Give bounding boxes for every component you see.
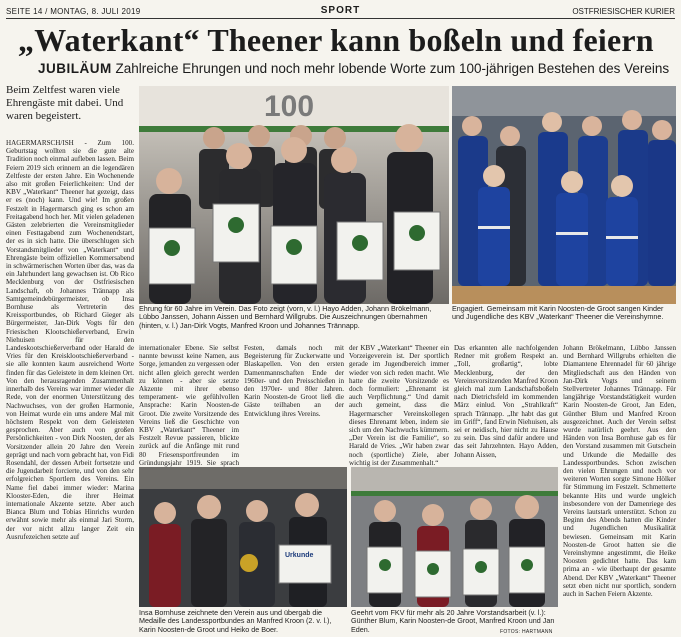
photo-fkv-honors xyxy=(351,467,558,607)
subline-kicker: JUBILÄUM xyxy=(38,61,112,76)
caption-honorees-60-years: Ehrung für 60 Jahre im Verein. Das Foto zeigt (vorn, v. l.) Hayo Adden, Johann Brökelmann, Lübbo Janssen, Johann Aissen und Bernhard Willgrubs. Die Auszeichnungen übernahmen (hinten, v. l.) Jan-Dirk Vogts, Manfred Kroon und Johannes Trännapp. xyxy=(139,304,432,330)
page-header xyxy=(6,4,675,19)
photo-honorees-60-years xyxy=(139,86,449,304)
body-column-2b xyxy=(244,344,344,462)
caption-fkv-honors: Geehrt vom FKV für mehr als 20 Jahre Vorstandsarbeit (v. l.): Günther Blum, Karin Noosten-de Groot, Manfred Kroon und Jan Eden. xyxy=(351,608,555,634)
photo-medal-handover xyxy=(139,467,347,607)
page-info: SEITE 14 / MONTAG, 8. JULI 2019 xyxy=(6,7,141,16)
body-column-2a: internationaler Ebene. Sie selbst nannte bewusst keine Namen, aus Sorge, jemanden zu vergessen oder nicht allen gleich gerecht werden zu können - aber sie setzte Akzente mit ihrer ebenso temperament- wie gefühlvollen Ansprache: Karin Noosten-de Groot. Die zweite Vorsitzende des Vereins ließ die Geschichte von KBV „Waterkant“ Theener im Festzelt Revue passieren, blickte zurück auf die Anfänge mit rund 80 Friesensportfreunden im Gründungsjahr 1919. Sie sprach xyxy=(139,344,240,467)
newspaper-name: OSTFRIESISCHER KURIER xyxy=(572,7,675,16)
tent-banner-text: 100 xyxy=(264,90,315,123)
section-title: SPORT xyxy=(320,5,361,16)
subline xyxy=(38,61,669,76)
body-column-5: Johann Brökelmann, Lübbo Janssen und Bernhard Willgrubs erhielten die Diamantene Ehrennadel für 60 jährige Mitgliedschaft aus den Händen von Jan-Dirk Vogts und seinem Stellvertreter Johannes Trännapp. Für langjährige Vorstandstätigkeit wurden Karin Noosten-de Groot, Jan Eden, Günther Blum und Manfred Kroon ausgezeichnet. Auch der Verein selbst wurde natürlich geehrt. Aus den Händen von Insa Bornhuse gab es für den Vorstand zusammen mit Gutschein und Urkunde die Medaille des Landessportbundes. Schon zwischen den vielen Ehrungen und noch vor weiteren Worten sorgte Simone Hölker für Stimmung im Festzelt. Schmetterte bekannte Hits und wurde ungleich insbesondere von der Damenriege des Vereins lautstark unterstützt. Schon zu Beginn des Abends hatten die Kinder und Jugendlichen Musikalität bewiesen. Gemeinsam mit Karin Noosten-de Groot hatten sie die Vereinshymne angestimmt, die Heike Noosten gedichtet hatte. Das kam prima an - wie überhaupt der gesamte Abend. Der KBV „Waterkant“ Theener setzt eben nicht nur sportlich, sondern auch in Sachen Feiern Akzente. xyxy=(563,344,676,599)
photo-credit: FOTOS: HARTMANN xyxy=(500,629,553,635)
caption-children-anthem: Engagiert. Gemeinsam mit Karin Noosten-de Groot sangen Kinder und Jugendliche des KBV „Waterkant“ Theener die Vereinshymne. xyxy=(452,304,664,322)
body-column-1: HAGERMARSCH/ISH - Zum 100. Geburtstag wollten sie die gute alte Tradition noch einmal aufleben lassen. Beim Feiern 2019 sich erinnern an die legendären Zeltfeste der ersten Jahre. Ein Wochenende also mit großen Feierlichkeiten: Und der KBV „Waterkant“ Theener hat gezeigt, dass er es (noch) kann. Und wie! Im großen Festzelt in Hagermarsch ging es schon am Freitagabend hoch her. Mit vielen geladenen Gästen zelebrierten die Vereinsmitglieder einen Festtagabend zum Wochenendstart, der es in sich hatte. Die überschlugen sich Vorstandsmitglieder von „Waterkant“ und Ehrengäste beim offiziellen Kommersabend in schwärmerischen Worten über das, was da ein Jahrhundert lang gewachsen ist. Ob Rico Mecklenburg von der Ostfriesischen Landschaft, ob Johannes Trännapp als Samtgemeindebürgermeister, ob Insa Bornhuse als Vertreterin des Kreissportbundes, ob Richard Gieger als Bürgermeister, Jan-Dirk Vogts für den Friesischen Klootschießerverband, Erwin Niehuisen für den Landeskootschießerverband oder Harald de Vries für den Kreisklootschießerverband - sie alle konnten kaum ausreichend Worte finden für das Geleistete in dem kleinen Ort. Von den herausragenden Zusammenhalt innerhalb des Vereins war immer wieder die Rede, von der enormen Unterstützung des Nachwuchses, von der großen Harmonie, von Heimat wurde ein ums andere Mal mit höchstem Respekt von dem Geleisteten gesprochen. Aber auch von großen Persönlichkeiten - von Dirk Noosten, der als Vorsitzender allein 20 Jahre den Verein geprägt und nach vorn gebracht hat, von Fidi Rosendahl, der dessen Arbeit fortsetzte und die Jugendarbeit forcierte, und von den sehr erfolgreichen Sportlern des Vereins. Ein Name fiel dabei immer wieder: Marina Klooster-Eden, die ihrer Heimat internationale Akzente setzte. Aber auch Bianca Blum und Tobias Hinrichs wurden erwähnt sowie mehr als einmal Jari Storm, der vor nicht allzu langer Zeit ein Ausrufezeichen setzte auf xyxy=(6,139,134,541)
body-column-4: Das erkannten alle nachfolgenden Redner mit großem Respekt an. „Toll, großartig“, lobte Mecklenburg, der den Vereinsvorsitzenden Manfred Kroon gleich mal zum Landschaftsboßeln nach Dietrichsfeld im kommenden März einlud. Von „Strahlkraft“ sprach Trännapp. „Ihr habt das gut im Griff“, fand Erwin Niehuisen, als sei er neidisch, hier nicht zu Hause zu sein. Das sind dafür andere und das seit Jahrzehnten. Hayo Adden, Johann Aissen, xyxy=(454,344,558,459)
headline: „Waterkant“ Theener kann boßeln und feiern xyxy=(18,22,654,58)
caption-medal-handover: Insa Bornhuse zeichnete den Verein aus und übergab die Medaille des Landessportbundes an Manfred Kroon (2. v. l.), Karin Noosten-de Groot und Heiko de Boer. xyxy=(139,608,332,634)
body-column-3: der KBV „Waterkant“ Theener ein Vorzeigeverein ist. Der sportlich gerade im Jugendbereich immer wieder von sich reden macht. Wie hatte die zweite Vorsitzende es doch formuliert: „Ehrenamt ist auch Verpflichtung.“ Und damit auch gemeint, dass die Hagermarscher Vereinskollegen dieses Ehrenamt leben, indem sie sich um den Nachwuchs kümmern. „Der Verein ist die Familie“, so Harald de Vries. „Wir haben zwar noch (sportliche) Ziele, aber wichtig ist der Zusammenhalt.“ xyxy=(349,344,449,467)
subline-text: Zahlreiche Ehrungen und noch mehr lobende Worte zum 100-jährigen Bestehen des Vereins xyxy=(115,61,670,76)
body-column-2b-text: Festen, damals noch mit Begeisterung für Zuckerwatte und Blaskapellen. Von den ersten Damenmannschaften Ende der 1960er- und den Preisschießen in den 1970er- und 80er Jahren. Karin Noosten-de Groot ließ die Gäste teilhaben an der Entwicklung ihres Vereins. xyxy=(244,344,344,418)
certificate-label: Urkunde xyxy=(285,552,314,559)
photo-children-anthem xyxy=(452,86,676,304)
intro-text: Beim Zeltfest waren viele Ehrengäste mit dabei. Und waren begeistert. xyxy=(6,84,124,122)
